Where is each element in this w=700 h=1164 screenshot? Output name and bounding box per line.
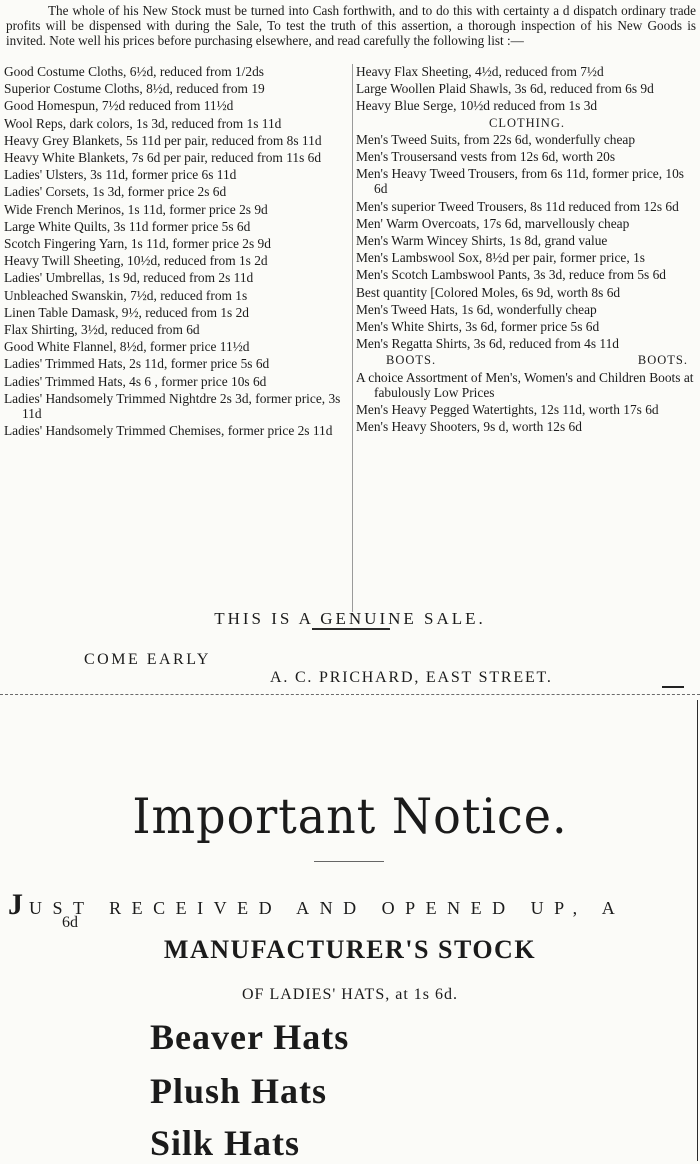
hat-line: Plush Hats — [150, 1071, 328, 1111]
price-item: Wide French Merinos, 1s 11d, former price 2s 9d — [4, 201, 268, 217]
end-dash — [662, 686, 684, 688]
price-item: Good Homespun, 7½d reduced from 11½d — [4, 98, 234, 114]
manufacturer-stock: MANUFACTURER'S STOCK — [163, 935, 537, 964]
price-item: Men's Regatta Shirts, 3s 6d, reduced from 4s 11d — [356, 336, 619, 352]
price-item: Ladies' Corsets, 1s 3d, former price 2s 6d — [4, 184, 227, 200]
price-item: Men's Scotch Lambswool Pants, 3s 3d, reduce from 5s 6d — [356, 267, 666, 283]
price-item: Ladies' Umbrellas, 1s 9d, reduced from 2s 11d — [4, 270, 254, 286]
clothing-heading: CLOTHING. — [488, 115, 565, 130]
price-item: Heavy Twill Sheeting, 10½d, reduced from 1s 2d — [4, 253, 268, 269]
genuine-sale-line: THIS IS A GENUINE SALE. — [214, 609, 486, 628]
intro-text: The whole of his New Stock must be turned into Cash forthwith, and to do this with certainty a d dispatch ordinary trade profits will be dispensed with during the Sale, To test the truth of this assertion, a thorough inspection of his New Goods is invited. Note well his prices before purchasing elsewhere, and read carefully the following list :— — [6, 3, 696, 48]
price-item: Ladies' Ulsters, 3s 11d, former price 6s 11d — [4, 167, 237, 183]
come-early: COME EARLY — [84, 651, 211, 668]
price-item: Men's Warm Wincey Shirts, 1s 8d, grand value — [356, 233, 608, 249]
intro-paragraph — [6, 3, 696, 48]
notice-title: Important Notice. — [132, 787, 568, 845]
drop-cap: J — [8, 888, 29, 921]
hat-line: Silk Hats — [150, 1123, 301, 1163]
price-item: Men's Tweed Hats, 1s 6d, wonderfully cheap — [356, 301, 597, 317]
boots-heading-left: BOOTS. — [386, 353, 437, 368]
price-item: Men's Lambswool Sox, 8½d per pair, former price, 1s — [356, 250, 645, 266]
price-item: Unbleached Swanskin, 7½d, reduced from 1s — [4, 287, 248, 303]
received-continuation: 6d — [62, 914, 78, 931]
short-rule — [312, 628, 390, 630]
price-item: Men's Heavy Tweed Trousers, from 6s 11d, former price, 10s 6d — [356, 166, 685, 197]
price-item: Best quantity [Colored Moles, 6s 9d, worth 8s 6d — [356, 284, 621, 300]
column-divider — [352, 64, 353, 612]
price-item: Ladies' Handsomely Trimmed Nightdre 2s 3d, former price, 3s 11d — [4, 390, 341, 422]
boots-heading-right: BOOTS. — [637, 353, 688, 368]
price-item: Men's Tweed Suits, from 22s 6d, wonderfully cheap — [356, 131, 636, 147]
price-item: Men's Heavy Pegged Watertights, 12s 11d, worth 17s 6d — [356, 402, 659, 418]
price-item: Heavy Grey Blankets, 5s 11d per pair, reduced from 8s 11d — [4, 132, 322, 148]
price-list-right-column — [356, 64, 698, 436]
price-item: Ladies' Trimmed Hats, 4s 6 , former price 10s 6d — [4, 373, 267, 389]
title-rule — [314, 861, 384, 862]
price-item: Good White Flannel, 8½d, former price 11½d — [4, 339, 250, 355]
price-item: Men's White Shirts, 3s 6d, former price 5s 6d — [356, 319, 600, 335]
just-received-text: UST RECEIVED AND OPENED UP, A — [29, 898, 626, 918]
price-item: A choice Assortment of Men's, Women's and Children Boots at fabulously Low Prices — [356, 369, 694, 400]
price-item: Men's superior Tweed Trousers, 8s 11d reduced from 12s 6d — [356, 198, 679, 214]
price-item: Wool Reps, dark colors, 1s 3d, reduced from 1s 11d — [4, 115, 282, 131]
price-item: Scotch Fingering Yarn, 1s 11d, former price 2s 9d — [4, 236, 271, 252]
price-item: Heavy White Blankets, 7s 6d per pair, reduced from 11s 6d — [4, 150, 322, 166]
price-item: Linen Table Damask, 9½, reduced from 1s 2d — [4, 304, 249, 320]
page-edge-rule — [697, 700, 698, 1161]
boots-heading — [356, 353, 698, 368]
hat-line: Beaver Hats — [150, 1017, 350, 1057]
price-item: Heavy Blue Serge, 10½d reduced from 1s 3d — [356, 98, 598, 114]
price-item: Flax Shirting, 3½d, reduced from 6d — [4, 322, 200, 338]
price-item: Men' Warm Overcoats, 17s 6d, marvellously cheap — [356, 215, 630, 231]
price-item: Men's Heavy Shooters, 9s d, worth 12s 6d — [356, 419, 582, 435]
price-item: Large White Quilts, 3s 11d former price 5s 6d — [4, 218, 251, 234]
just-received-line — [8, 888, 698, 922]
price-item: Ladies' Trimmed Hats, 2s 11d, former price 5s 6d — [4, 356, 270, 372]
section-divider — [0, 694, 700, 695]
price-list-left-column — [4, 64, 350, 440]
advertiser-name: A. C. PRICHARD, EAST STREET. — [270, 669, 553, 686]
price-item: Men's Trousersand vests from 12s 6d, worth 20s — [356, 149, 616, 165]
price-item: Heavy Flax Sheeting, 4½d, reduced from 7½d — [356, 64, 604, 79]
ladies-hats-price: OF LADIES' HATS, at 1s 6d. — [242, 986, 458, 1003]
price-item: Good Costume Cloths, 6½d, reduced from 1/2ds — [4, 64, 264, 79]
price-item: Superior Costume Cloths, 8½d, reduced from 19 — [4, 81, 265, 97]
price-item: Large Woollen Plaid Shawls, 3s 6d, reduced from 6s 9d — [356, 81, 654, 97]
price-item: Ladies' Handsomely Trimmed Chemises, former price 2s 11d — [4, 423, 333, 439]
